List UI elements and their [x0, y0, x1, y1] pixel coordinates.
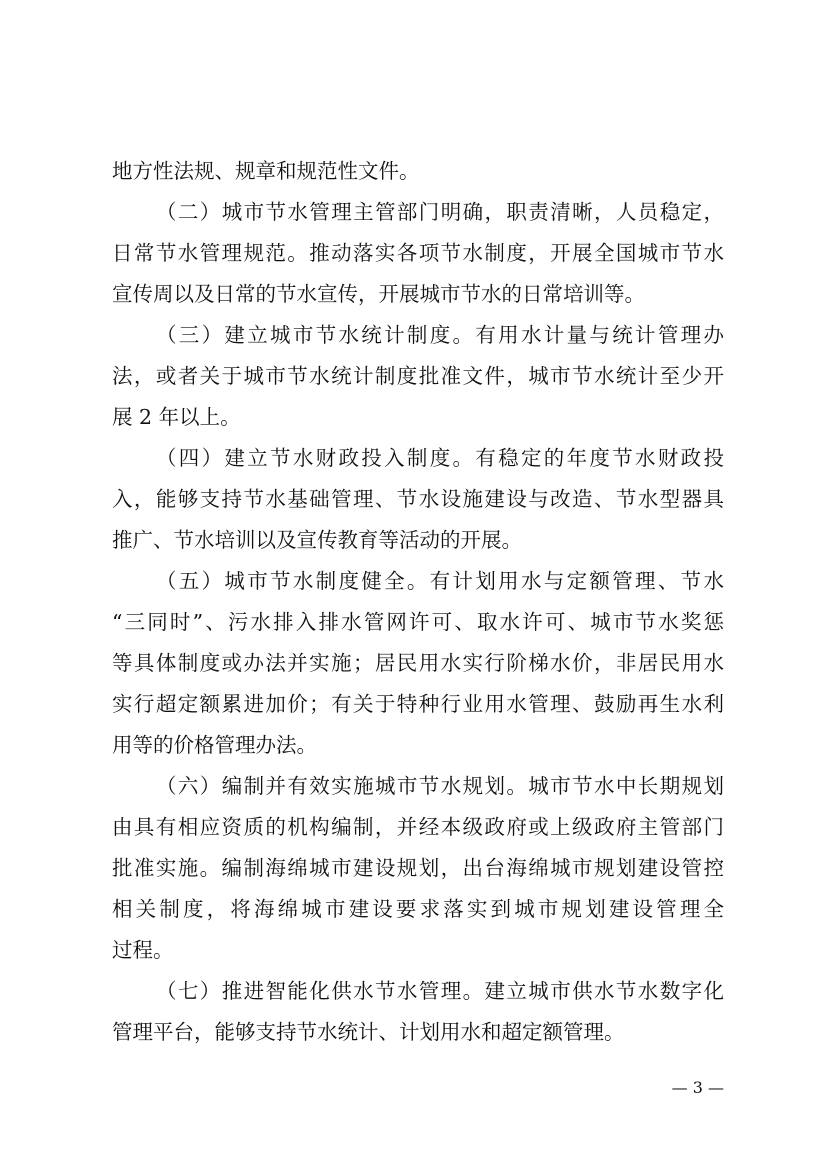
text-line: 入，能够支持节水基础管理、节水设施建设与改造、节水型器具 [112, 487, 724, 511]
text-line: 实行超定额累进加价；有关于特种行业用水管理、鼓励再生水利 [112, 692, 724, 716]
text-line: 法，或者关于城市节水统计制度批准文件，城市节水统计至少开 [112, 364, 724, 388]
text-line: 管理平台，能够支持节水统计、计划用水和超定额管理。 [112, 1020, 625, 1044]
text-line: 等具体制度或办法并实施；居民用水实行阶梯水价，非居民用水 [112, 651, 724, 675]
text-line: 日常节水管理规范。推动落实各项节水制度，开展全国城市节水 [112, 241, 724, 265]
text-line: 过程。 [112, 938, 174, 962]
text-line: 宣传周以及日常的节水宣传，开展城市节水的日常培训等。 [112, 282, 645, 306]
section-7-heading-line: （七）推进智能化供水节水管理。建立城市供水节水数字化 [156, 979, 724, 1003]
section-6-heading-line: （六）编制并有效实施城市节水规划。城市节水中长期规划 [156, 774, 724, 798]
text-line: “三同时”、污水排入排水管网许可、取水许可、城市节水奖惩 [112, 610, 724, 634]
text-line: 展 2 年以上。 [112, 405, 241, 429]
section-4-heading-line: （四）建立节水财政投入制度。有稳定的年度节水财政投 [156, 446, 724, 470]
section-3-heading-line: （三）建立城市节水统计制度。有用水计量与统计管理办 [156, 323, 724, 347]
page-number: — 3 — [671, 1078, 724, 1097]
text-line: 批准实施。编制海绵城市建设规划，出台海绵城市规划建设管控 [112, 856, 724, 880]
text-line: 推广、节水培训以及宣传教育等活动的开展。 [112, 528, 522, 552]
section-5-heading-line: （五）城市节水制度健全。有计划用水与定额管理、节水 [156, 569, 724, 593]
text-line: 相关制度，将海绵城市建设要求落实到城市规划建设管理全 [112, 897, 724, 921]
text-line: 由具有相应资质的机构编制，并经本级政府或上级政府主管部门 [112, 815, 724, 839]
section-2-heading-line: （二）城市节水管理主管部门明确，职责清晰，人员稳定， [156, 200, 724, 224]
text-line: 地方性法规、规章和规范性文件。 [112, 159, 420, 183]
text-line: 用等的价格管理办法。 [112, 733, 317, 757]
